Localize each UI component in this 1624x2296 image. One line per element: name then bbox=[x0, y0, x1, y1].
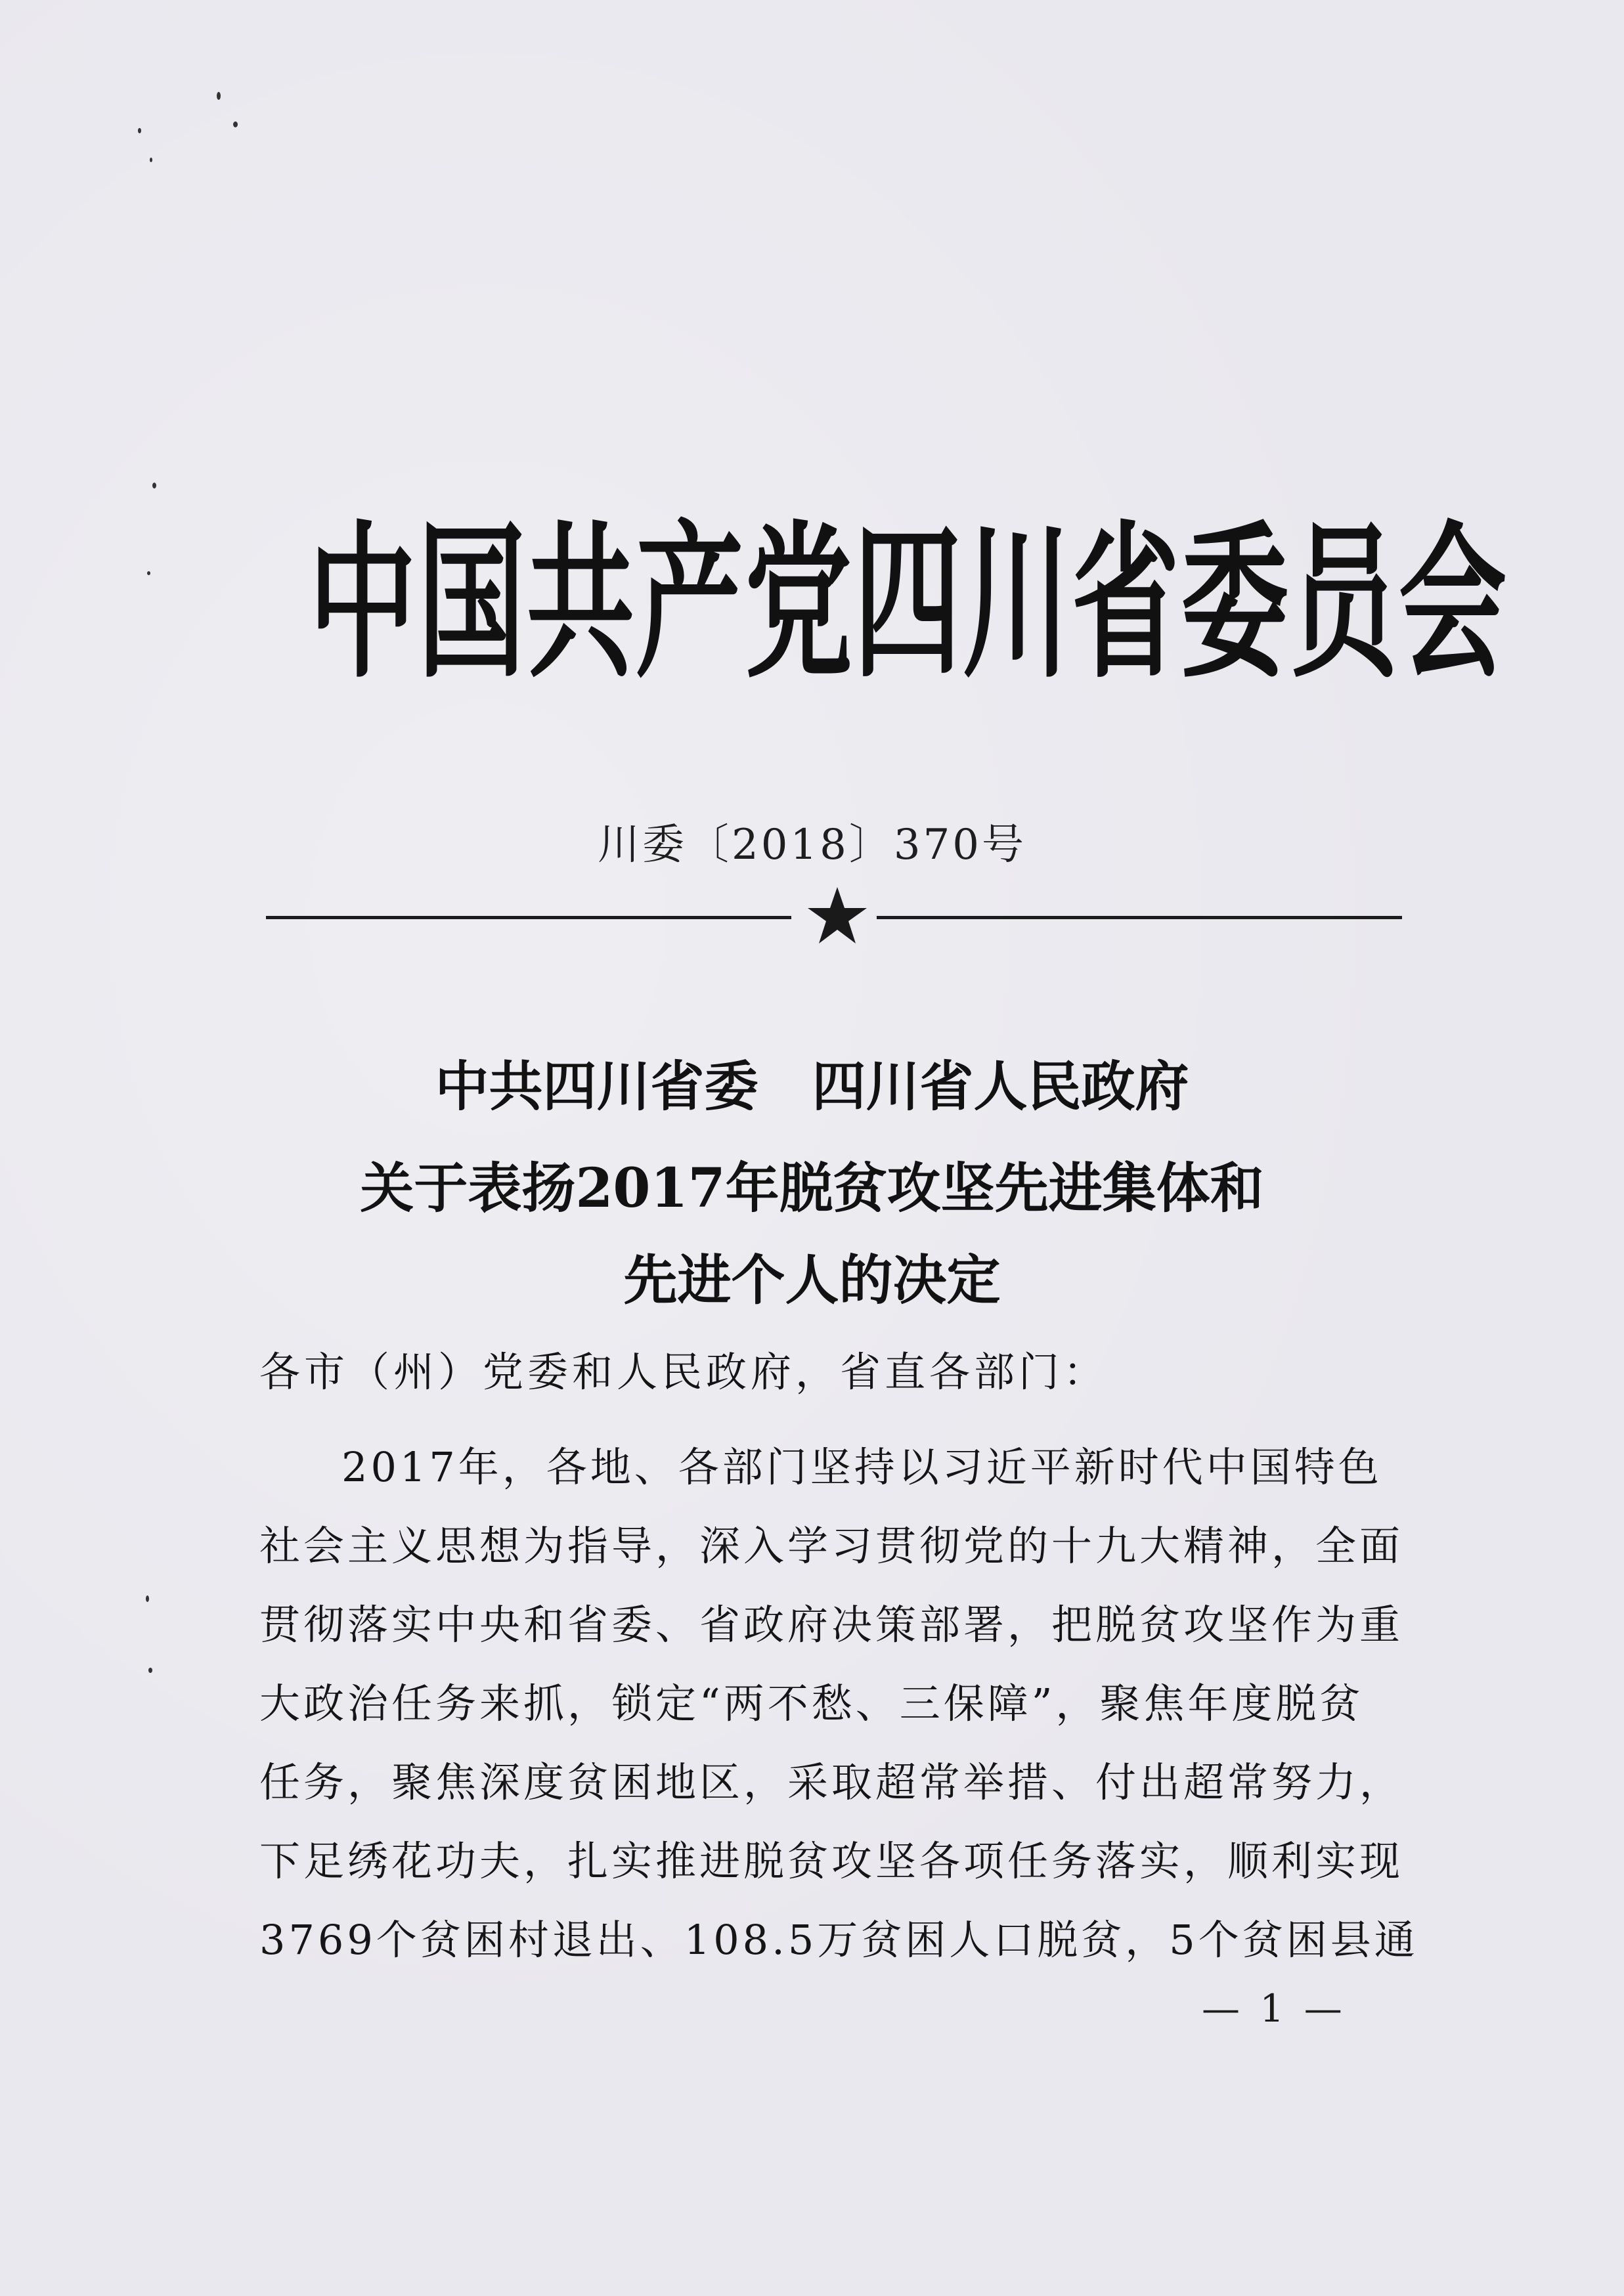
body-line: 3769个贫困村退出、108.5万贫困人口脱贫，5个贫困县通 bbox=[259, 1916, 1418, 1964]
document-title-line-2: 关于表扬2017年脱贫攻坚先进集体和 bbox=[360, 1157, 1264, 1220]
salutation: 各市（州）党委和人民政府，省直各部门： bbox=[259, 1348, 1108, 1396]
scan-speck bbox=[147, 571, 150, 575]
scan-speck bbox=[233, 121, 238, 127]
scan-speck bbox=[146, 1595, 149, 1602]
scan-speck bbox=[138, 128, 141, 133]
page-number: — 1 — bbox=[1202, 1986, 1346, 2031]
organization-header: 中国共产党四川省委员会 bbox=[309, 506, 1508, 701]
body-line: 社会主义思想为指导，深入学习贯彻党的十九大精神，全面 bbox=[259, 1522, 1404, 1570]
document-number: 川委〔2018〕370号 bbox=[597, 821, 1027, 869]
star-icon bbox=[804, 883, 870, 949]
body-line: 下足绣花功夫，扎实推进脱贫攻坚各项任务落实，顺利实现 bbox=[259, 1837, 1404, 1885]
body-line: 贯彻落实中央和省委、省政府决策部署，把脱贫攻坚作为重 bbox=[259, 1601, 1404, 1649]
body-line: 大政治任务来抓，锁定“两不愁、三保障”，聚焦年度脱贫 bbox=[259, 1679, 1364, 1727]
scan-speck bbox=[150, 158, 152, 162]
document-title-line-3: 先进个人的决定 bbox=[623, 1249, 1001, 1312]
separator-line-left bbox=[266, 916, 791, 919]
body-line: 任务，聚焦深度贫困地区，采取超常举措、付出超常努力， bbox=[259, 1758, 1404, 1806]
scan-speck bbox=[217, 92, 221, 100]
scan-speck bbox=[148, 1668, 152, 1673]
body-line: 2017年，各地、各部门坚持以习近平新时代中国特色 bbox=[341, 1443, 1382, 1491]
separator-line-right bbox=[877, 916, 1402, 919]
scan-speck bbox=[152, 483, 156, 488]
document-title-line-1: 中共四川省委 四川省人民政府 bbox=[435, 1055, 1189, 1118]
